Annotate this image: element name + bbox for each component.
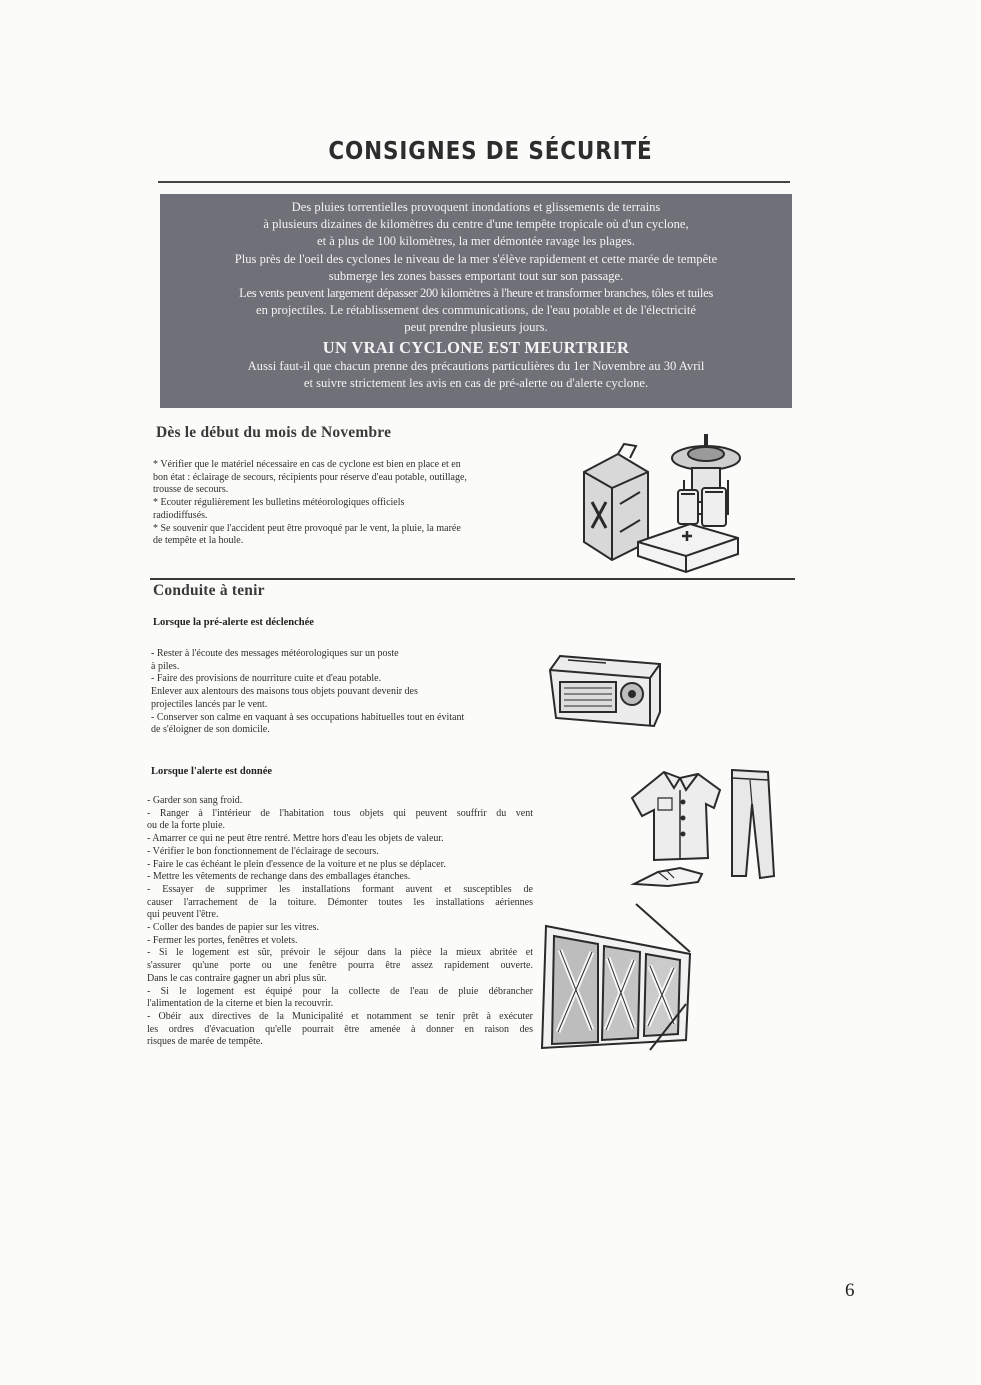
alert-line: s'assurer qu'une porte ou une fenêtre pourra être assez rapidement ouverte. (147, 960, 533, 972)
alert-line: l'alimentation de la citerne et bien la recouvrir. (147, 998, 334, 1010)
intro-line: Les vents peuvent largement dépasser 200 kilomètres à l'heure et transformer branches, tôles et tuiles (239, 286, 713, 301)
intro-line: à plusieurs dizaines de kilomètres du centre d'une tempête tropicale où d'un cyclone, (263, 217, 689, 232)
alert-line: - Amarrer ce qui ne peut être rentré. Mettre hors d'eau les objets de valeur. (147, 833, 444, 845)
alert-line: - Faire le cas échéant le plein d'essence de la voiture et ne plus se déplacer. (147, 858, 446, 870)
intro-line: Des pluies torrentielles provoquent inondations et glissements de terrains (291, 200, 661, 214)
alert-line: - Si le logement est sûr, prévoir le séjour dans la pièce la mieux abritée et (147, 947, 533, 959)
november-line: de tempête et la houle. (153, 535, 244, 547)
november-line: * Vérifier que le matériel nécessaire en cas de cyclone est bien en place et en (153, 459, 461, 470)
alert-line: Dans le cas contraire gagner un abri plus sûr. (147, 972, 327, 984)
subheading-alert: Lorsque l'alerte est donnée (151, 766, 273, 777)
page-number: 6 (845, 1280, 855, 1301)
section-divider (150, 578, 795, 580)
intro-closing-line: et suivre strictement les avis en cas de pré-alerte ou d'alerte cyclone. (303, 375, 649, 390)
november-checklist (153, 459, 545, 548)
page-title: CONSIGNES DE SÉCURITÉ (328, 136, 653, 165)
intro-closing-line: Aussi faut-il que chacun prenne des précautions particulières du 1er Novembre au 30 Avril (247, 358, 705, 373)
alert-line: - Si le logement est équipé pour la collecte de l'eau de pluie débrancher (147, 985, 533, 997)
intro-line: en projectiles. Le rétablissement des communications, de l'eau potable et de l'électricité (256, 303, 696, 318)
alert-line: - Ranger à l'intérieur de l'habitation tous objets qui peuvent souffrir du vent (147, 807, 533, 819)
intro-line: Plus près de l'oeil des cyclones le niveau de la mer s'élève rapidement et cette marée de tempête (234, 251, 718, 266)
clothes-illustration (628, 768, 776, 892)
november-line: trousse de secours. (153, 484, 229, 496)
pre-alert-line: de s'éloigner de son domicile. (151, 724, 270, 736)
intro-line: submerge les zones basses emportant tout sur son passage. (328, 268, 624, 283)
pre-alert-instructions (151, 648, 539, 737)
intro-line: et à plus de 100 kilomètres, la mer démontée ravage les plages. (317, 234, 635, 249)
pre-alert-line: - Faire des provisions de nourriture cuite et d'eau potable. (151, 673, 382, 685)
intro-headline: UN VRAI CYCLONE EST MEURTRIER (322, 337, 630, 357)
alert-line: - Mettre les vêtements de rechange dans des emballages étanches. (147, 871, 411, 883)
pre-alert-line: - Conserver son calme en vaquant à ses occupations habituelles tout en évitant (151, 711, 465, 723)
november-line: * Ecouter régulièrement les bulletins météorologiques officiels (153, 497, 405, 509)
supplies-illustration (578, 432, 753, 572)
subheading-pre-alert: Lorsque la pré-alerte est déclenchée (153, 617, 314, 628)
alert-line: - Coller des bandes de papier sur les vitres. (147, 922, 319, 934)
intro-line: peut prendre plusieurs jours. (404, 320, 548, 335)
alert-line: - Essayer de supprimer les installations formant auvent et susceptibles de (147, 883, 533, 895)
alert-line: causer l'arrachement de la toiture. Démonter toutes les installations aériennes (147, 896, 533, 908)
november-line: radiodiffusés. (153, 509, 208, 521)
title-divider (158, 181, 790, 183)
november-line: * Se souvenir que l'accident peut être provoqué par le vent, la pluie, la marée (153, 522, 461, 534)
pre-alert-line: projectiles lancés par le vent. (151, 698, 268, 710)
alert-line: - Garder son sang froid. (147, 795, 243, 806)
alert-line: les ordres d'évacuation qu'elle pourrait être amenée à donner en raison des (147, 1023, 533, 1035)
taped-windows-illustration (540, 902, 694, 1052)
alert-instructions (147, 795, 533, 1049)
alert-line: qui peuvent l'être. (147, 909, 219, 921)
november-line: bon état : éclairage de secours, récipients pour réserve d'eau potable, outillage, (153, 471, 467, 483)
pre-alert-line: - Rester à l'écoute des messages météorologiques sur un poste (151, 648, 399, 659)
section-heading-november: Dès le début du mois de Novembre (156, 424, 392, 441)
alert-line: - Fermer les portes, fenêtres et volets. (147, 934, 298, 946)
alert-line: risques de marée de tempête. (147, 1036, 263, 1048)
radio-illustration (546, 652, 664, 728)
alert-line: ou de la forte pluie. (147, 820, 226, 832)
intro-warning-box (160, 194, 792, 408)
section-heading-conduct: Conduite à tenir (153, 582, 265, 599)
alert-line: - Vérifier le bon fonctionnement de l'éclairage de secours. (147, 845, 379, 857)
pre-alert-line: à piles. (151, 660, 180, 672)
pre-alert-line: Enlever aux alentours des maisons tous objets pouvant devenir des (151, 686, 418, 698)
alert-line: - Obéir aux directives de la Municipalité et notamment se tenir prêt à exécuter (147, 1010, 533, 1022)
